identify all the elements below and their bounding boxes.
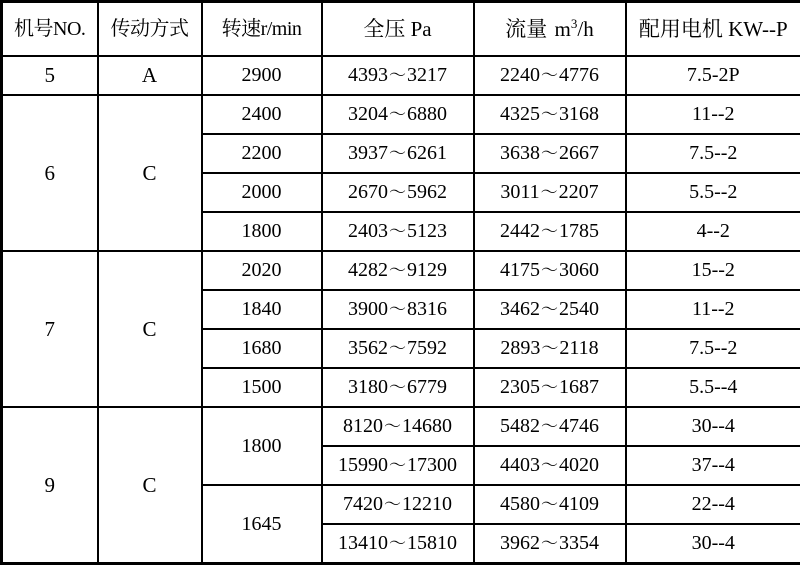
cell-flow: 4325～3168 — [474, 95, 626, 134]
cell-motor: 7.5-2P — [626, 56, 800, 95]
cell-drive-type: C — [98, 407, 202, 564]
cell-motor: 15--2 — [626, 251, 800, 290]
cell-motor: 7.5--2 — [626, 134, 800, 173]
cell-total-pressure: 15990～17300 — [322, 446, 474, 485]
table-row — [2, 56, 800, 95]
cell-flow: 2240～4776 — [474, 56, 626, 95]
table-row — [2, 95, 800, 134]
header-drive-type: 传动方式 — [98, 2, 202, 57]
cell-total-pressure: 4282～9129 — [322, 251, 474, 290]
cell-total-pressure: 13410～15810 — [322, 524, 474, 564]
cell-motor: 11--2 — [626, 290, 800, 329]
cell-total-pressure: 3562～7592 — [322, 329, 474, 368]
cell-drive-type: A — [98, 56, 202, 95]
cell-speed: 1800 — [202, 212, 322, 251]
cell-motor: 30--4 — [626, 524, 800, 564]
cell-speed: 1645 — [202, 485, 322, 564]
header-flow-unit-base: m — [553, 17, 571, 41]
cell-flow: 3638～2667 — [474, 134, 626, 173]
cell-flow: 2442～1785 — [474, 212, 626, 251]
cell-motor: 5.5--4 — [626, 368, 800, 407]
table-row — [2, 251, 800, 290]
cell-machine-no: 5 — [2, 56, 98, 95]
cell-machine-no: 9 — [2, 407, 98, 564]
table-row — [2, 407, 800, 446]
header-speed: 转速r/min — [202, 2, 322, 57]
cell-speed: 1500 — [202, 368, 322, 407]
cell-flow: 4403～4020 — [474, 446, 626, 485]
header-machine-no: 机号NO. — [2, 2, 98, 57]
header-total-pressure: 全压 Pa — [322, 2, 474, 57]
cell-total-pressure: 3204～6880 — [322, 95, 474, 134]
cell-machine-no: 7 — [2, 251, 98, 407]
cell-motor: 22--4 — [626, 485, 800, 524]
cell-speed: 2400 — [202, 95, 322, 134]
header-flow-unit-exponent: 3 — [571, 16, 578, 31]
cell-drive-type: C — [98, 95, 202, 251]
cell-flow: 3462～2540 — [474, 290, 626, 329]
cell-flow: 3011～2207 — [474, 173, 626, 212]
cell-flow: 2893～2118 — [474, 329, 626, 368]
cell-speed: 1840 — [202, 290, 322, 329]
cell-total-pressure: 7420～12210 — [322, 485, 474, 524]
header-flow-label: 流量 — [505, 17, 547, 41]
cell-motor: 5.5--2 — [626, 173, 800, 212]
header-flow-unit-tail: /h — [577, 17, 593, 41]
header-row — [2, 2, 800, 57]
cell-motor: 4--2 — [626, 212, 800, 251]
table-body — [2, 56, 800, 564]
cell-motor: 11--2 — [626, 95, 800, 134]
header-flow — [474, 2, 626, 57]
header-motor: 配用电机 KW--P — [626, 2, 800, 57]
cell-flow: 4175～3060 — [474, 251, 626, 290]
cell-flow: 5482～4746 — [474, 407, 626, 446]
cell-total-pressure: 3180～6779 — [322, 368, 474, 407]
cell-speed: 2020 — [202, 251, 322, 290]
cell-flow: 2305～1687 — [474, 368, 626, 407]
cell-total-pressure: 3937～6261 — [322, 134, 474, 173]
cell-motor: 37--4 — [626, 446, 800, 485]
cell-total-pressure: 2670～5962 — [322, 173, 474, 212]
cell-motor: 30--4 — [626, 407, 800, 446]
cell-speed: 2000 — [202, 173, 322, 212]
cell-speed: 2900 — [202, 56, 322, 95]
cell-total-pressure: 4393～3217 — [322, 56, 474, 95]
cell-machine-no: 6 — [2, 95, 98, 251]
cell-speed: 1800 — [202, 407, 322, 485]
cell-total-pressure: 2403～5123 — [322, 212, 474, 251]
cell-motor: 7.5--2 — [626, 329, 800, 368]
cell-total-pressure: 3900～8316 — [322, 290, 474, 329]
cell-speed: 1680 — [202, 329, 322, 368]
cell-drive-type: C — [98, 251, 202, 407]
cell-speed: 2200 — [202, 134, 322, 173]
table-header — [2, 2, 800, 57]
cell-flow: 3962～3354 — [474, 524, 626, 564]
cell-flow: 4580～4109 — [474, 485, 626, 524]
cell-total-pressure: 8120～14680 — [322, 407, 474, 446]
